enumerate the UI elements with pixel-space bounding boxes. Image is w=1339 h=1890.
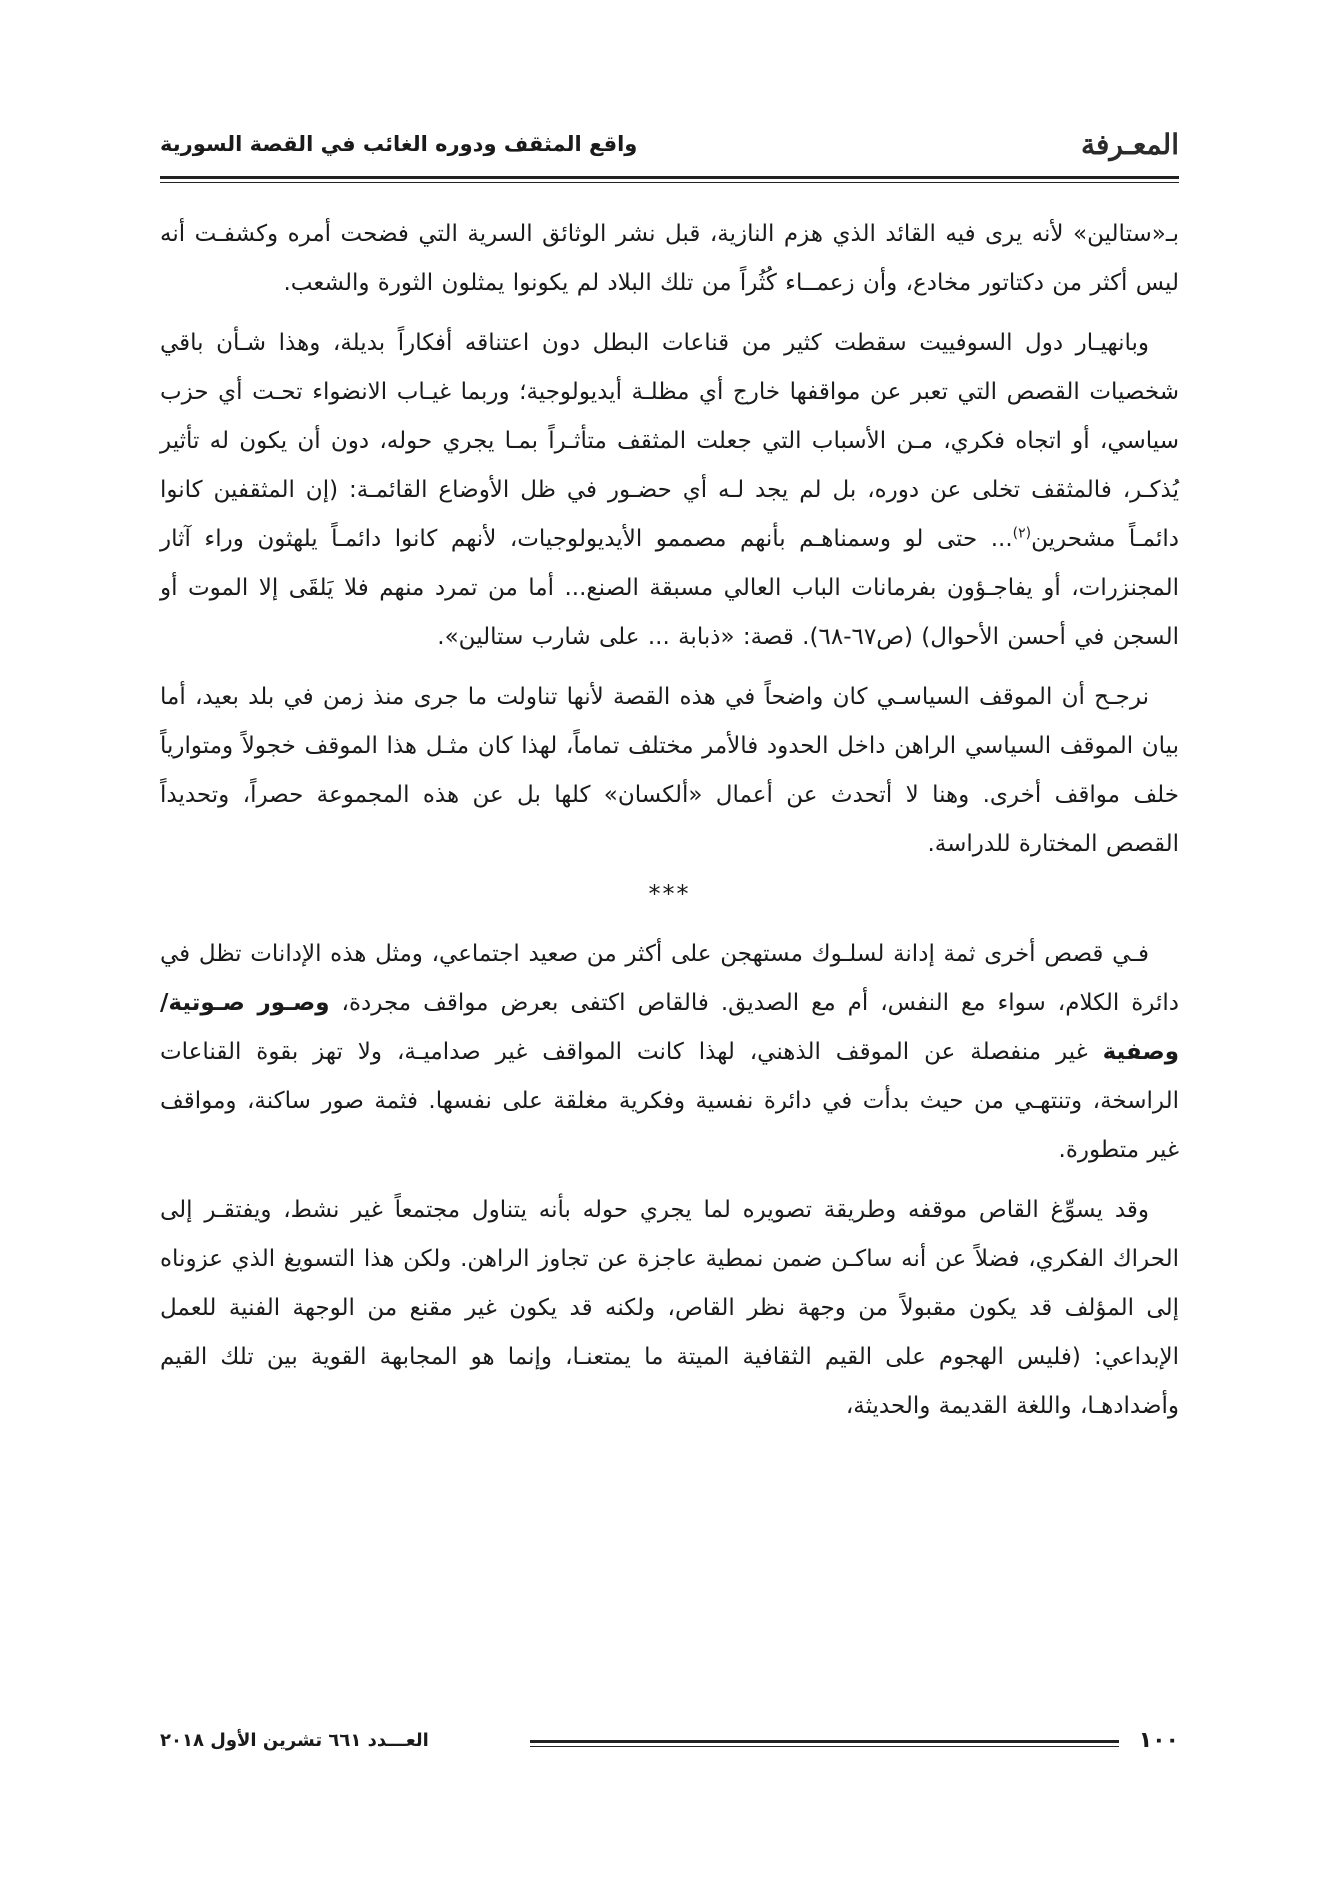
section-separator: *** (648, 880, 691, 908)
page-header (160, 122, 1179, 172)
paragraph-1: بـ«ستالين» لأنه يرى فيه القائد الذي هزم النازية، قبل نشر الوثائق السرية التي فضحت أمره وكشفـت أنه ليس أكثر من دكتاتور مخادع، وأن زعمــاء كُثُراً من تلك البلاد لم يكونوا يمثلون الثورة والشعب. (160, 221, 1179, 296)
footnote-marker: (٢) (1012, 525, 1032, 542)
magazine-logo: المعـرفة (1080, 128, 1179, 161)
paragraph-3: نرجـح أن الموقف السياسـي كان واضحاً في هذه القصة لأنها تناولت ما جرى منذ زمن في بلد بعيد، أما بيان الموقف السياسي الراهن داخل الحدود فالأمر مختلف تماماً، لهذا كان مثـل هذا الموقف خجولاً ومتوارياً خلف مواقف أخرى. وهنا لا أتحدث عن أعمال «ألكسان» كلها بل عن هذه المجموعة حصراً، وتحديداً القصص المختارة للدراسة. (160, 684, 1179, 857)
paragraph-5: وقد يسوِّغ القاص موقفه وطريقة تصويره لما يجري حوله بأنه يتناول مجتمعاً غير نشط، ويفتقـر إلى الحراك الفكري، فضلاً عن أنه ساكـن ضمن نمطية عاجزة عن تجاوز الراهن. ولكن هذا التسويغ الذي عزوناه إلى المؤلف قد يكون مقبولاً من وجهة نظر القاص، ولكنه قد يكون غير مقنع من الوجهة الفنية للعمل الإبداعي: (فليس الهجوم على القيم الثقافية الميتة ما يمتعنـا، وإنما هو المجابهة القوية بين تلك القيم وأضدادهـا، واللغة القديمة والحديثة، (160, 1197, 1179, 1419)
page-footer (160, 1728, 1179, 1768)
header-rule-thin (160, 182, 1179, 183)
article-body (160, 210, 1179, 1442)
paragraph-2 (160, 319, 1179, 662)
footer-rule (530, 1740, 1119, 1743)
issue-info: العـــدد ٦٦١ تشرين الأول ٢٠١٨ (160, 1730, 429, 1751)
paragraph-4-part-a: فـي قصص أخرى ثمة إدانة لسلـوك مستهجن على أكثر من صعيد اجتماعي، ومثل هذه الإدانات تظل في دائرة الكلام، سواء مع النفس، أم مع الصديق. فالقاص اكتفى بعرض مواقف مجردة، (160, 941, 1180, 1016)
paragraph-4-part-b: غير منفصلة عن الموقف الذهني، لهذا كانت المواقف غير صداميـة، ولا تهز بقوة القناعات الراسخة، وتنتهـي من حيث بدأت في دائرة نفسية وفكرية مغلقة على نفسها. فثمة صور ساكنة، ومواقف غير متطورة. (160, 1039, 1179, 1163)
paragraph-4 (160, 930, 1179, 1175)
header-rule (160, 176, 1179, 179)
page-number: ١٠٠ (1138, 1728, 1179, 1753)
running-title: واقع المثقف ودوره الغائب في القصة السورية (160, 132, 638, 156)
paragraph-2-part-b: ... حتى لو وسمناهـم بأنهم مصممو الأيديولوجيات، لأنهم كانوا دائمـاً يلهثون وراء آثار المجنزرات، أو يفاجـؤون بفرمانات الباب العالي مسبقة الصنع... أما من تمرد منهم فلا يَلقَى إلا الموت أو السجن في أحسن الأحوال) (ص٦٧-٦٨). قصة: «ذبابة ... على شارب ستالين». (160, 526, 1179, 650)
paragraph-2-part-a: وبانهيـار دول السوفييت سقطت كثير من قناعات البطل دون اعتناقه أفكاراً بديلة، وهذا شـأن باقي شخصيات القصص التي تعبر عن مواقفها خارج أي مظلـة أيديولوجية؛ وربما غيـاب الانضواء تحـت أي حزب سياسي، أو اتجاه فكري، مـن الأسباب التي جعلت المثقف متأثـراً بمـا يجري حوله، دون أن يكون له تأثير يُذكـر، فالمثقف تخلى عن دوره، بل لم يجد لـه أي حضـور في ظل الأوضاع القائمـة: (إن المثقفين كانوا دائمـاً مشحرين (160, 330, 1179, 552)
footer-rule-thin (530, 1746, 1119, 1747)
paragraph-4-bold: وصـور صـوتية/ وصفية (160, 990, 1179, 1065)
